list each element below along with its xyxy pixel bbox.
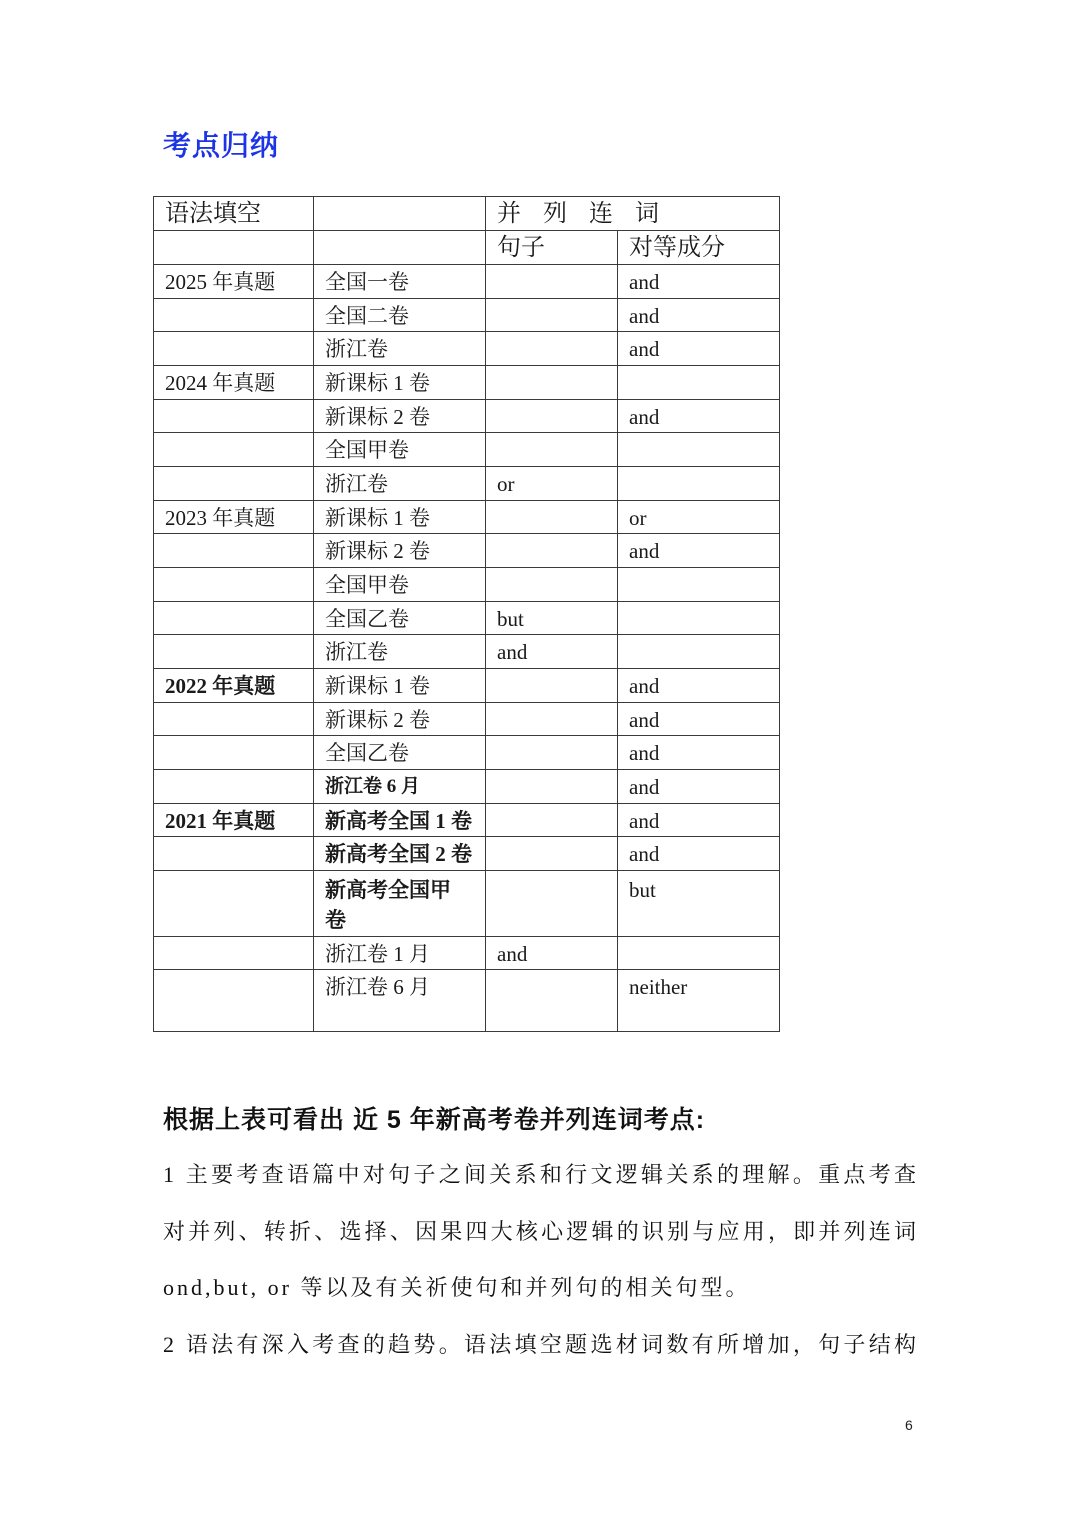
table-row xyxy=(154,936,780,970)
cell-equal-component-conjunction: and xyxy=(618,668,780,702)
cell-equal-component-conjunction: neither xyxy=(618,970,780,1032)
table-row xyxy=(154,365,780,399)
header-blank xyxy=(314,197,486,231)
cell-sentence-conjunction xyxy=(486,365,618,399)
cell-exam-year xyxy=(154,769,314,803)
cell-exam-year xyxy=(154,298,314,332)
summary-line: ond,but, or 等以及有关祈使句和并列句的相关句型。 xyxy=(163,1275,751,1300)
subheader-blank xyxy=(154,231,314,265)
subheader-blank xyxy=(314,231,486,265)
cell-equal-component-conjunction: or xyxy=(618,500,780,534)
cell-sentence-conjunction xyxy=(486,837,618,871)
cell-sentence-conjunction xyxy=(486,298,618,332)
cell-sentence-conjunction xyxy=(486,769,618,803)
cell-equal-component-conjunction: and xyxy=(618,298,780,332)
cell-exam-year xyxy=(154,332,314,366)
cell-equal-component-conjunction xyxy=(618,635,780,669)
cell-exam-paper: 全国甲卷 xyxy=(314,433,486,467)
cell-equal-component-conjunction: and xyxy=(618,265,780,299)
table-row xyxy=(154,769,780,803)
cell-equal-component-conjunction xyxy=(618,567,780,601)
table-body xyxy=(154,265,780,1032)
cell-exam-paper: 浙江卷 1 月 xyxy=(314,936,486,970)
section-title: 考点归纳 xyxy=(163,130,280,161)
cell-exam-year: 2024 年真题 xyxy=(154,365,314,399)
table-row xyxy=(154,635,780,669)
cell-exam-year xyxy=(154,736,314,770)
cell-exam-paper: 新课标 2 卷 xyxy=(314,534,486,568)
cell-exam-paper: 新课标 1 卷 xyxy=(314,500,486,534)
cell-equal-component-conjunction: and xyxy=(618,702,780,736)
cell-exam-year: 2021 年真题 xyxy=(154,803,314,837)
table-row xyxy=(154,970,780,1032)
cell-sentence-conjunction xyxy=(486,500,618,534)
cell-exam-paper: 全国乙卷 xyxy=(314,736,486,770)
cell-exam-year xyxy=(154,837,314,871)
header-conjunction-group: 并 列 连 词 xyxy=(486,197,780,231)
cell-exam-year: 2025 年真题 xyxy=(154,265,314,299)
table-row xyxy=(154,500,780,534)
table-row xyxy=(154,298,780,332)
cell-sentence-conjunction xyxy=(486,668,618,702)
table-row xyxy=(154,870,780,936)
cell-exam-year: 2022 年真题 xyxy=(154,668,314,702)
cell-exam-year xyxy=(154,399,314,433)
cell-exam-year xyxy=(154,870,314,936)
table-header-row xyxy=(154,197,780,231)
table-row xyxy=(154,265,780,299)
cell-exam-paper: 浙江卷 xyxy=(314,332,486,366)
cell-exam-paper: 浙江卷 xyxy=(314,635,486,669)
cell-equal-component-conjunction: and xyxy=(618,736,780,770)
table-row xyxy=(154,837,780,871)
cell-sentence-conjunction xyxy=(486,702,618,736)
cell-sentence-conjunction: and xyxy=(486,635,618,669)
cell-sentence-conjunction xyxy=(486,265,618,299)
cell-exam-paper: 新高考全国 1 卷 xyxy=(314,803,486,837)
table-row xyxy=(154,803,780,837)
summary-line: 对并列、转折、选择、因果四大核心逻辑的识别与应用，即并列连词 xyxy=(163,1219,919,1244)
cell-equal-component-conjunction: and xyxy=(618,534,780,568)
page-number: 6 xyxy=(905,1417,913,1433)
table-row xyxy=(154,433,780,467)
conjunction-exam-table xyxy=(153,196,780,1032)
cell-equal-component-conjunction xyxy=(618,936,780,970)
table-row xyxy=(154,601,780,635)
cell-exam-year xyxy=(154,635,314,669)
cell-sentence-conjunction xyxy=(486,332,618,366)
cell-sentence-conjunction xyxy=(486,567,618,601)
cell-exam-paper: 全国甲卷 xyxy=(314,567,486,601)
cell-equal-component-conjunction: and xyxy=(618,399,780,433)
cell-sentence-conjunction xyxy=(486,433,618,467)
table-row xyxy=(154,399,780,433)
summary-line: 1 主要考查语篇中对句子之间关系和行文逻辑关系的理解。重点考查 xyxy=(163,1162,919,1187)
cell-equal-component-conjunction xyxy=(618,466,780,500)
cell-exam-paper: 新课标 1 卷 xyxy=(314,365,486,399)
cell-sentence-conjunction xyxy=(486,803,618,837)
cell-exam-paper: 浙江卷 xyxy=(314,466,486,500)
cell-exam-year xyxy=(154,702,314,736)
subheader-sentence: 句子 xyxy=(486,231,618,265)
cell-exam-paper: 全国乙卷 xyxy=(314,601,486,635)
cell-equal-component-conjunction: and xyxy=(618,803,780,837)
table-row xyxy=(154,332,780,366)
table-row xyxy=(154,702,780,736)
summary-heading: 根据上表可看出 近 5 年新高考卷并列连词考点: xyxy=(163,1106,706,1134)
cell-exam-year: 2023 年真题 xyxy=(154,500,314,534)
cell-exam-paper: 浙江卷 6 月 xyxy=(314,970,486,1032)
cell-sentence-conjunction: or xyxy=(486,466,618,500)
cell-equal-component-conjunction xyxy=(618,433,780,467)
cell-sentence-conjunction: but xyxy=(486,601,618,635)
cell-equal-component-conjunction: and xyxy=(618,837,780,871)
table-row xyxy=(154,668,780,702)
cell-sentence-conjunction xyxy=(486,970,618,1032)
cell-exam-paper: 浙江卷 6 月 xyxy=(314,769,486,803)
cell-exam-paper: 新高考全国甲卷 xyxy=(314,870,486,936)
cell-exam-year xyxy=(154,601,314,635)
subheader-equal-component: 对等成分 xyxy=(618,231,780,265)
cell-exam-year xyxy=(154,936,314,970)
cell-exam-paper: 全国二卷 xyxy=(314,298,486,332)
cell-exam-paper: 全国一卷 xyxy=(314,265,486,299)
cell-equal-component-conjunction: and xyxy=(618,332,780,366)
cell-exam-year xyxy=(154,534,314,568)
table-row xyxy=(154,567,780,601)
cell-exam-paper: 新课标 2 卷 xyxy=(314,399,486,433)
cell-exam-year xyxy=(154,433,314,467)
header-corner: 语法填空 xyxy=(154,197,314,231)
cell-sentence-conjunction xyxy=(486,534,618,568)
summary-line: 2 语法有深入考查的趋势。语法填空题选材词数有所增加，句子结构 xyxy=(163,1332,919,1357)
cell-sentence-conjunction xyxy=(486,399,618,433)
cell-exam-paper: 新课标 1 卷 xyxy=(314,668,486,702)
cell-exam-year xyxy=(154,567,314,601)
cell-exam-year xyxy=(154,970,314,1032)
cell-equal-component-conjunction xyxy=(618,365,780,399)
table-header xyxy=(154,197,780,265)
cell-equal-component-conjunction: and xyxy=(618,769,780,803)
table-subheader-row xyxy=(154,231,780,265)
cell-equal-component-conjunction xyxy=(618,601,780,635)
cell-exam-paper: 新高考全国 2 卷 xyxy=(314,837,486,871)
cell-sentence-conjunction: and xyxy=(486,936,618,970)
cell-exam-year xyxy=(154,466,314,500)
table-row xyxy=(154,466,780,500)
cell-sentence-conjunction xyxy=(486,870,618,936)
cell-sentence-conjunction xyxy=(486,736,618,770)
table-row xyxy=(154,534,780,568)
table-row xyxy=(154,736,780,770)
cell-equal-component-conjunction: but xyxy=(618,870,780,936)
cell-exam-paper: 新课标 2 卷 xyxy=(314,702,486,736)
